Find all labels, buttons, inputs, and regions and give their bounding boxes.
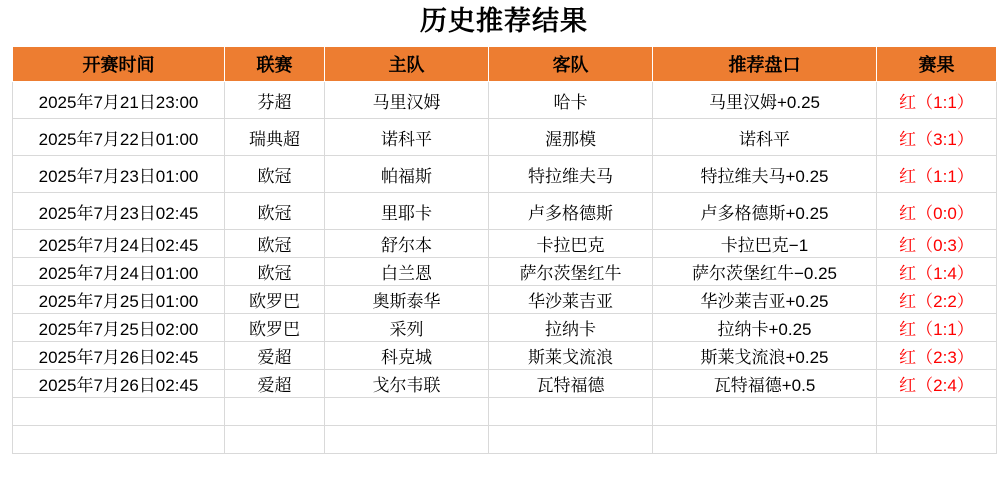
cell-result: 红（1:4） (877, 258, 997, 286)
cell-empty (225, 398, 325, 426)
cell-away: 拉纳卡 (489, 314, 653, 342)
page-title: 历史推荐结果 (420, 6, 588, 36)
cell-recommendation: 拉纳卡+0.25 (653, 314, 877, 342)
cell-empty (489, 398, 653, 426)
cell-recommendation: 斯莱戈流浪+0.25 (653, 342, 877, 370)
cell-league: 爱超 (225, 370, 325, 398)
cell-recommendation: 萨尔茨堡红牛−0.25 (653, 258, 877, 286)
cell-result: 红（3:1） (877, 119, 997, 156)
cell-home: 里耶卡 (325, 193, 489, 230)
cell-empty (13, 398, 225, 426)
cell-league: 欧罗巴 (225, 286, 325, 314)
cell-away: 卢多格德斯 (489, 193, 653, 230)
cell-away: 特拉维夫马 (489, 156, 653, 193)
cell-away: 萨尔茨堡红牛 (489, 258, 653, 286)
cell-time: 2025年7月24日01:00 (13, 258, 225, 286)
cell-time: 2025年7月22日01:00 (13, 119, 225, 156)
cell-recommendation: 瓦特福德+0.5 (653, 370, 877, 398)
cell-league: 欧冠 (225, 193, 325, 230)
cell-result: 红（1:1） (877, 314, 997, 342)
cell-recommendation: 诺科平 (653, 119, 877, 156)
cell-recommendation: 华沙莱吉亚+0.25 (653, 286, 877, 314)
cell-empty (325, 426, 489, 454)
history-results-table (12, 46, 997, 454)
cell-empty (653, 426, 877, 454)
table-header (13, 47, 997, 82)
cell-away: 卡拉巴克 (489, 230, 653, 258)
cell-result: 红（1:1） (877, 82, 997, 119)
table-row-empty (13, 426, 997, 454)
table-row (13, 370, 997, 398)
table-row (13, 156, 997, 193)
column-header-league: 联赛 (225, 47, 325, 82)
table-row (13, 314, 997, 342)
cell-home: 科克城 (325, 342, 489, 370)
cell-empty (877, 426, 997, 454)
cell-recommendation: 特拉维夫马+0.25 (653, 156, 877, 193)
cell-time: 2025年7月25日02:00 (13, 314, 225, 342)
cell-home: 马里汉姆 (325, 82, 489, 119)
cell-empty (489, 426, 653, 454)
cell-home: 采列 (325, 314, 489, 342)
cell-home: 帕福斯 (325, 156, 489, 193)
cell-time: 2025年7月26日02:45 (13, 342, 225, 370)
table-row-empty (13, 398, 997, 426)
cell-home: 奥斯泰华 (325, 286, 489, 314)
cell-league: 爱超 (225, 342, 325, 370)
table-row (13, 193, 997, 230)
cell-empty (877, 398, 997, 426)
cell-empty (225, 426, 325, 454)
cell-recommendation: 马里汉姆+0.25 (653, 82, 877, 119)
cell-result: 红（2:2） (877, 286, 997, 314)
cell-result: 红（0:3） (877, 230, 997, 258)
cell-league: 瑞典超 (225, 119, 325, 156)
cell-empty (325, 398, 489, 426)
table-header-row (13, 47, 997, 82)
cell-time: 2025年7月23日01:00 (13, 156, 225, 193)
cell-league: 芬超 (225, 82, 325, 119)
cell-result: 红（0:0） (877, 193, 997, 230)
cell-home: 白兰恩 (325, 258, 489, 286)
cell-home: 舒尔本 (325, 230, 489, 258)
table-row (13, 342, 997, 370)
cell-away: 斯莱戈流浪 (489, 342, 653, 370)
cell-league: 欧罗巴 (225, 314, 325, 342)
column-header-time: 开赛时间 (13, 47, 225, 82)
table-row (13, 119, 997, 156)
column-header-home: 主队 (325, 47, 489, 82)
cell-recommendation: 卡拉巴克−1 (653, 230, 877, 258)
cell-time: 2025年7月23日02:45 (13, 193, 225, 230)
column-header-result: 赛果 (877, 47, 997, 82)
cell-empty (13, 426, 225, 454)
cell-time: 2025年7月24日02:45 (13, 230, 225, 258)
cell-result: 红（1:1） (877, 156, 997, 193)
table-body (13, 82, 997, 454)
cell-league: 欧冠 (225, 258, 325, 286)
cell-time: 2025年7月21日23:00 (13, 82, 225, 119)
cell-away: 瓦特福德 (489, 370, 653, 398)
cell-result: 红（2:4） (877, 370, 997, 398)
cell-time: 2025年7月25日01:00 (13, 286, 225, 314)
table-row (13, 82, 997, 119)
cell-result: 红（2:3） (877, 342, 997, 370)
cell-league: 欧冠 (225, 230, 325, 258)
table-row (13, 286, 997, 314)
cell-home: 戈尔韦联 (325, 370, 489, 398)
cell-recommendation: 卢多格德斯+0.25 (653, 193, 877, 230)
cell-away: 哈卡 (489, 82, 653, 119)
cell-away: 渥那模 (489, 119, 653, 156)
cell-away: 华沙莱吉亚 (489, 286, 653, 314)
cell-home: 诺科平 (325, 119, 489, 156)
cell-time: 2025年7月26日02:45 (13, 370, 225, 398)
column-header-recommendation: 推荐盘口 (653, 47, 877, 82)
cell-empty (653, 398, 877, 426)
column-header-away: 客队 (489, 47, 653, 82)
table-row (13, 258, 997, 286)
table-row (13, 230, 997, 258)
cell-league: 欧冠 (225, 156, 325, 193)
